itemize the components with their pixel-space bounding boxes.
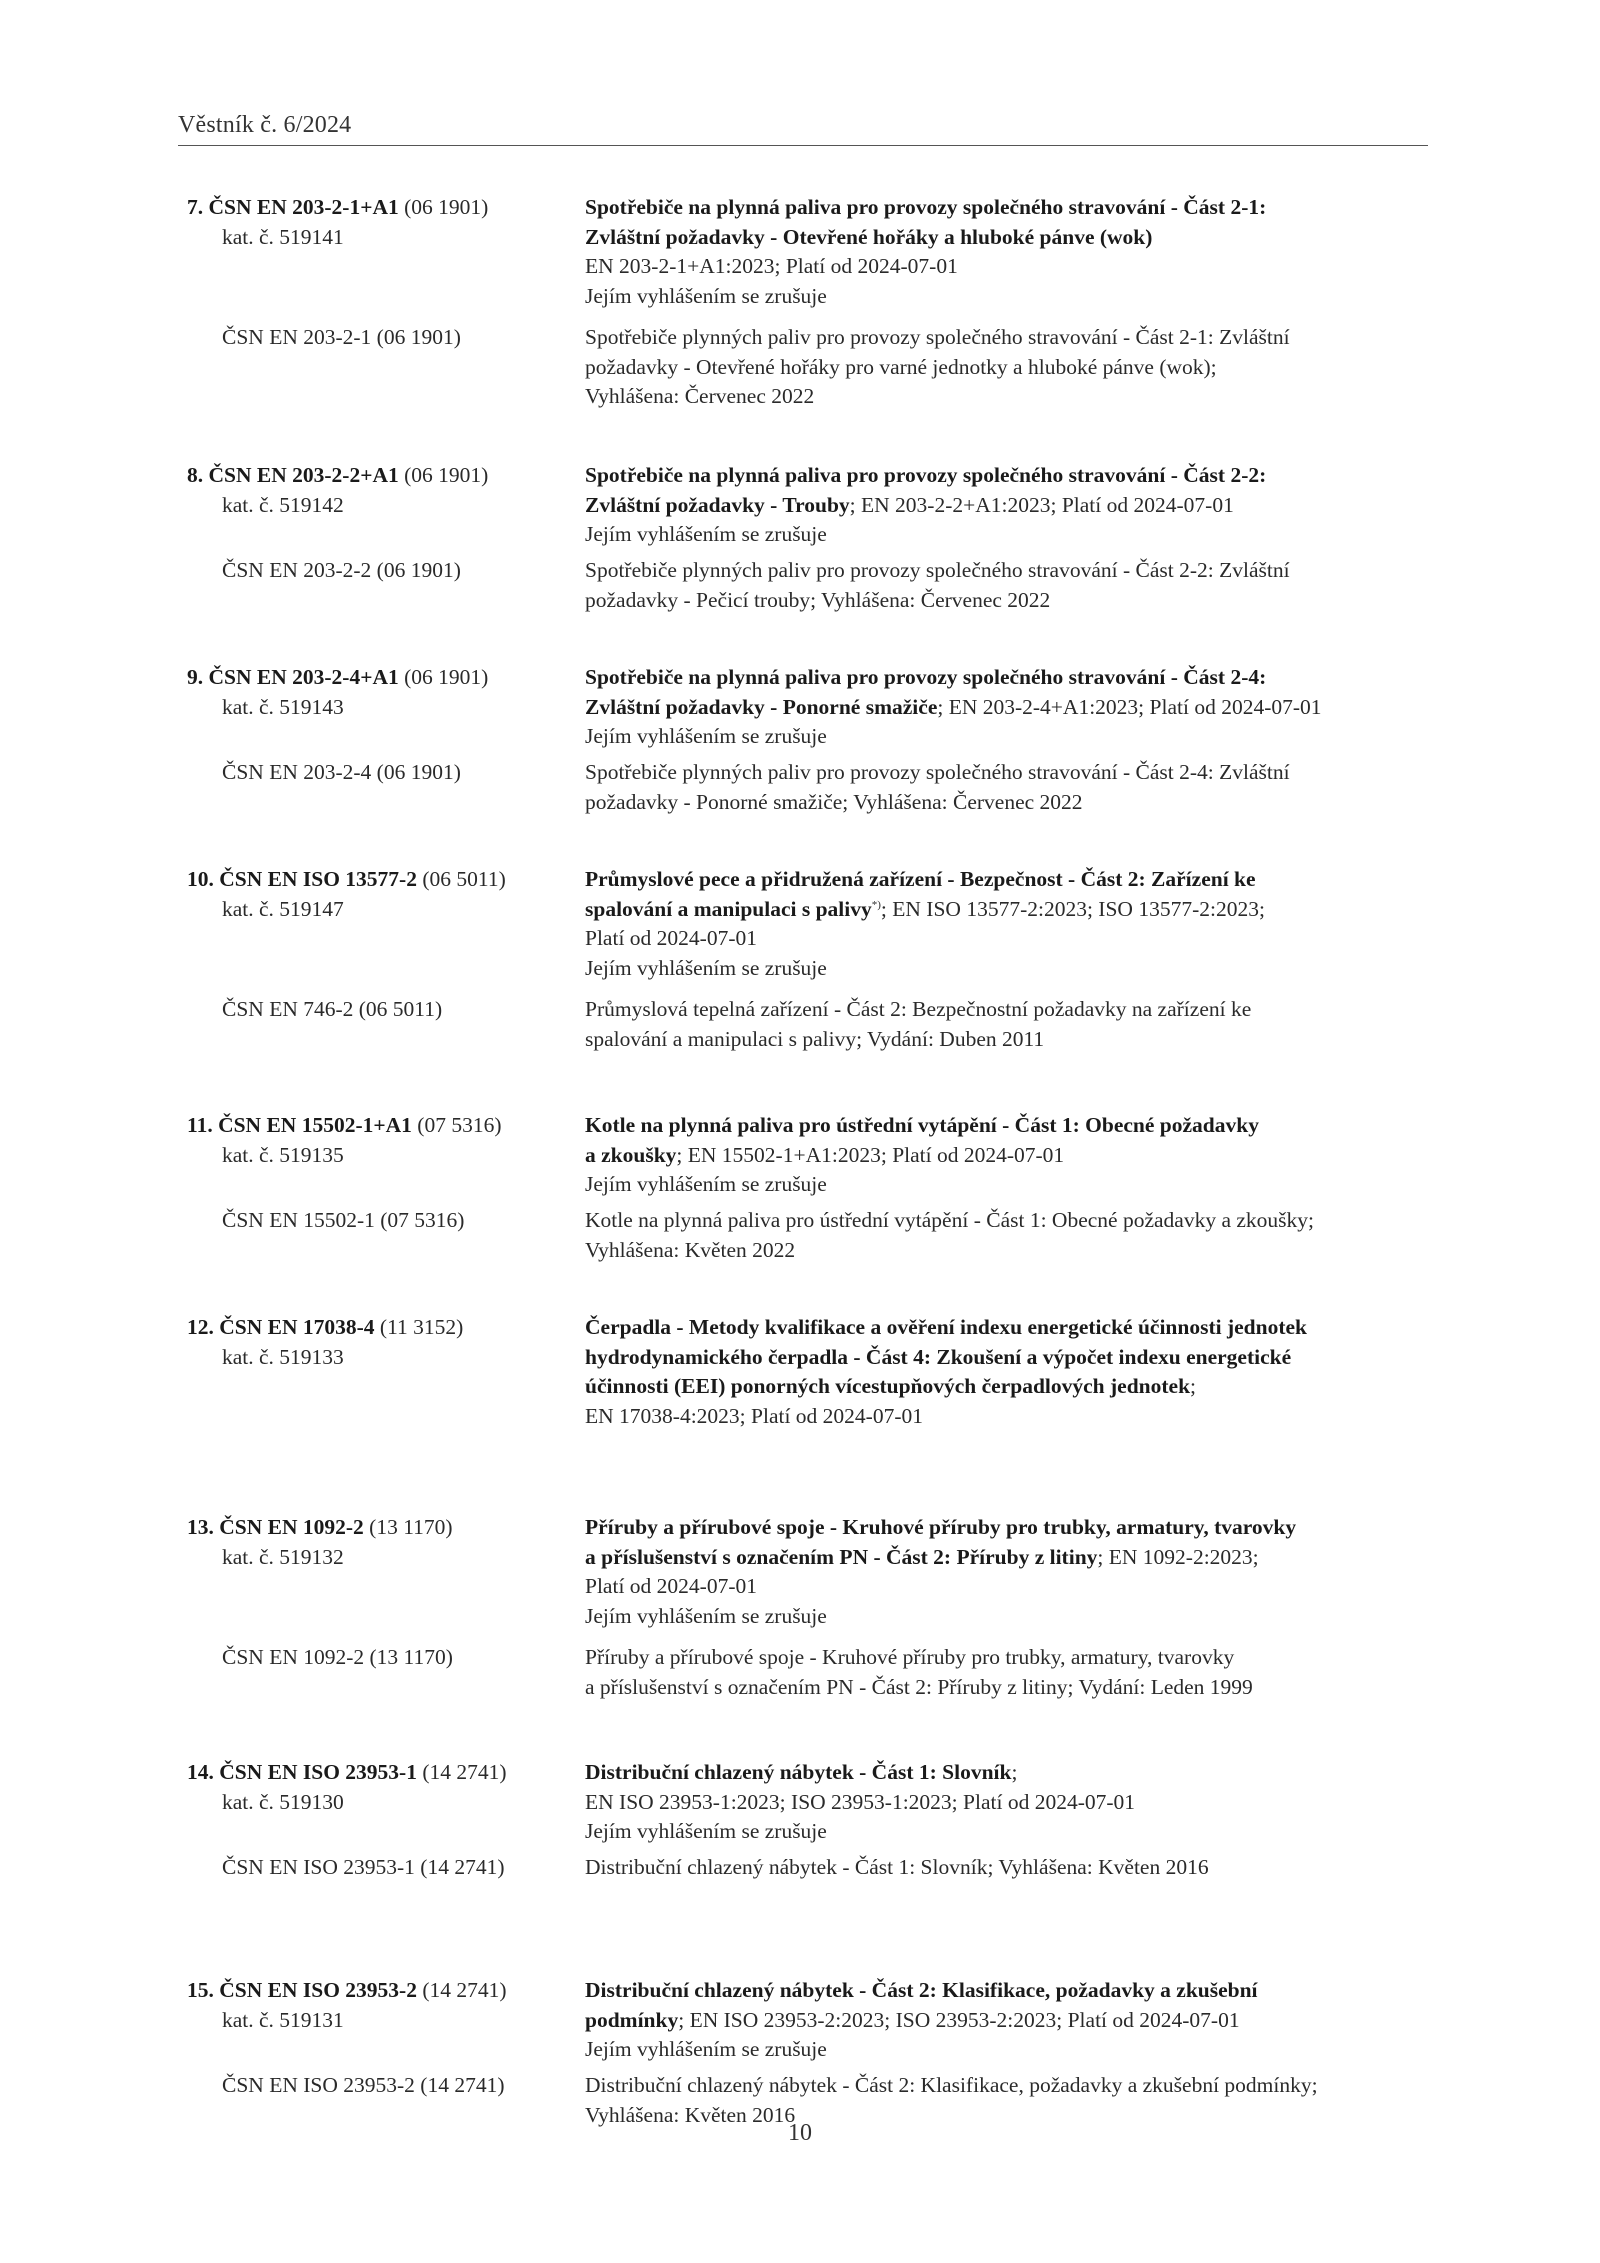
page-header-title: Věstník č. 6/2024 xyxy=(178,112,352,138)
standard-class: (06 5011) xyxy=(422,867,506,891)
standard-title: Spotřebiče na plynná paliva pro provozy společného stravování - Část 2-2: xyxy=(585,463,1267,487)
standard-detail-line: EN 203-2-1+A1:2023; Platí od 2024-07-01 xyxy=(585,254,958,278)
standard-class: (06 1901) xyxy=(404,463,489,487)
replaced-standard-description xyxy=(585,556,1435,615)
standard-code-line xyxy=(187,193,488,223)
page-number: 10 xyxy=(788,2120,812,2146)
standard-code-line xyxy=(187,1758,507,1788)
catalog-number: kat. č. 519143 xyxy=(222,694,344,719)
replaced-standard-line: Distribuční chlazený nábytek - Část 1: Slovník; Vyhlášena: Květen 2016 xyxy=(585,1855,1209,1879)
replaced-standard-description xyxy=(585,995,1435,1054)
standard-title-cont: Zvláštní požadavky - Ponorné smažiče xyxy=(585,694,938,719)
standard-identifier xyxy=(187,1758,577,1817)
replaced-standard-line: Spotřebiče plynných paliv pro provozy společného stravování - Část 2-4: Zvláštní xyxy=(585,760,1290,784)
standard-title-cont: a příslušenství s označením PN - Část 2: Příruby z litiny xyxy=(585,1544,1098,1569)
standard-description xyxy=(585,663,1435,752)
standard-details-inline: ; xyxy=(1011,1760,1018,1784)
entry-number: 15. xyxy=(187,1978,214,2002)
standard-code-line xyxy=(187,461,488,491)
standard-entry xyxy=(0,865,1600,1051)
replaced-standard-line: spalování a manipulaci s palivy; Vydání: Duben 2011 xyxy=(585,1026,1045,1051)
replaced-standard-line: Vyhlášena: Květen 2022 xyxy=(585,1237,796,1262)
standard-detail-line: Jejím vyhlášením se zrušuje xyxy=(585,1172,827,1196)
standard-detail-line: Jejím vyhlášením se zrušuje xyxy=(585,955,827,980)
standard-details-inline: ; xyxy=(1190,1374,1197,1398)
entry-number: 12. xyxy=(187,1315,214,1339)
standard-detail-line: Platí od 2024-07-01 xyxy=(585,926,757,950)
standard-entry xyxy=(0,1313,1600,1428)
standard-description xyxy=(585,1111,1435,1200)
replaced-standard-code: ČSN EN 203-2-2 (06 1901) xyxy=(222,558,461,582)
standard-entry xyxy=(0,193,1600,408)
standard-description xyxy=(585,865,1435,983)
standard-code: ČSN EN 203-2-2+A1 xyxy=(208,463,399,487)
standard-description xyxy=(585,1976,1435,2065)
standard-code-line xyxy=(187,663,488,693)
entry-number: 9. xyxy=(187,665,204,689)
standard-identifier xyxy=(187,193,577,252)
catalog-number: kat. č. 519133 xyxy=(222,1344,344,1369)
standard-identifier xyxy=(187,1976,577,2035)
standard-identifier xyxy=(187,461,577,520)
standard-identifier xyxy=(187,1513,577,1572)
standard-title: Příruby a přírubové spoje - Kruhové příruby pro trubky, armatury, tvarovky xyxy=(585,1515,1297,1539)
standard-detail-line: Jejím vyhlášením se zrušuje xyxy=(585,1603,827,1628)
standard-detail-line: Jejím vyhlášením se zrušuje xyxy=(585,283,827,308)
replaced-standard-line: Spotřebiče plynných paliv pro provozy společného stravování - Část 2-1: Zvláštní xyxy=(585,325,1290,349)
standard-code: ČSN EN 1092-2 xyxy=(219,1515,364,1539)
standard-class: (14 2741) xyxy=(422,1760,507,1784)
entry-number: 14. xyxy=(187,1760,214,1784)
standard-detail-line: Jejím vyhlášením se zrušuje xyxy=(585,2037,827,2061)
standard-detail-line: Platí od 2024-07-01 xyxy=(585,1574,757,1598)
header-divider xyxy=(178,145,1428,146)
standard-class: (06 1901) xyxy=(404,665,489,689)
replaced-standard-line: požadavky - Pečicí trouby; Vyhlášena: Červenec 2022 xyxy=(585,587,1051,612)
standard-title-cont: Zvláštní požadavky - Otevřené hořáky a hluboké pánve (wok) xyxy=(585,224,1153,249)
standard-detail-line: EN 17038-4:2023; Platí od 2024-07-01 xyxy=(585,1403,924,1428)
standard-description xyxy=(585,193,1435,311)
standard-description xyxy=(585,461,1435,550)
catalog-number: kat. č. 519141 xyxy=(222,224,344,249)
replaced-standard-code: ČSN EN ISO 23953-2 (14 2741) xyxy=(222,2073,505,2097)
entry-number: 8. xyxy=(187,463,204,487)
standard-code: ČSN EN ISO 23953-1 xyxy=(219,1760,417,1784)
standard-title-cont: účinnosti (EEI) ponorných vícestupňových čerpadlových jednotek xyxy=(585,1374,1191,1398)
standard-detail-line: Jejím vyhlášením se zrušuje xyxy=(585,724,827,748)
standard-details-inline: ; EN 1092-2:2023; xyxy=(1097,1544,1259,1569)
standard-details-inline: ; EN 15502-1+A1:2023; Platí od 2024-07-01 xyxy=(676,1142,1065,1167)
standard-title-cont: spalování a manipulaci s palivy xyxy=(585,896,872,921)
standard-description xyxy=(585,1758,1435,1847)
standard-entry xyxy=(0,1976,1600,2127)
catalog-number: kat. č. 519147 xyxy=(222,896,344,921)
standard-entry xyxy=(0,461,1600,612)
replaced-standard-description xyxy=(585,1206,1435,1265)
replaced-standard-code: ČSN EN 746-2 (06 5011) xyxy=(222,997,443,1021)
standard-code-line xyxy=(187,1313,463,1343)
standard-title: Kotle na plynná paliva pro ústřední vytápění - Část 1: Obecné požadavky xyxy=(585,1113,1259,1137)
standard-code: ČSN EN ISO 13577-2 xyxy=(219,867,417,891)
standard-details-inline: ; EN 203-2-2+A1:2023; Platí od 2024-07-01 xyxy=(849,492,1234,517)
replaced-standard-line: Vyhlášena: Květen 2016 xyxy=(585,2102,796,2127)
standard-code: ČSN EN 17038-4 xyxy=(219,1315,375,1339)
replaced-standard-line: a příslušenství s označením PN - Část 2: Příruby z litiny; Vydání: Leden 1999 xyxy=(585,1674,1253,1699)
standard-entry xyxy=(0,1758,1600,1879)
replaced-standard-code: ČSN EN 1092-2 (13 1170) xyxy=(222,1645,453,1669)
standard-entry xyxy=(0,1111,1600,1262)
standard-title: Spotřebiče na plynná paliva pro provozy společného stravování - Část 2-1: xyxy=(585,195,1267,219)
catalog-number: kat. č. 519130 xyxy=(222,1789,344,1814)
standard-title-cont: a zkoušky xyxy=(585,1142,677,1167)
replaced-standard-description xyxy=(585,323,1435,412)
entry-number: 10. xyxy=(187,867,214,891)
standard-class: (06 1901) xyxy=(404,195,489,219)
standard-identifier xyxy=(187,1111,577,1170)
standard-entry xyxy=(0,1513,1600,1699)
standard-title: Distribuční chlazený nábytek - Část 1: Slovník xyxy=(585,1760,1012,1784)
standard-details-inline: ; EN ISO 13577-2:2023; ISO 13577-2:2023; xyxy=(880,896,1265,921)
standard-identifier xyxy=(187,1313,577,1372)
standard-identifier xyxy=(187,663,577,722)
standard-detail-line: Jejím vyhlášením se zrušuje xyxy=(585,1819,827,1843)
footnote-marker: *) xyxy=(871,898,881,911)
standard-title: Průmyslové pece a přidružená zařízení - Bezpečnost - Část 2: Zařízení ke xyxy=(585,867,1256,891)
replaced-standard-line: požadavky - Ponorné smažiče; Vyhlášena: Červenec 2022 xyxy=(585,789,1083,814)
standard-code-line xyxy=(187,865,506,895)
standard-title-cont: hydrodynamického čerpadla - Část 4: Zkoušení a výpočet indexu energetické xyxy=(585,1344,1292,1369)
standard-details-inline: ; EN 203-2-4+A1:2023; Platí od 2024-07-01 xyxy=(937,694,1322,719)
standard-code: ČSN EN ISO 23953-2 xyxy=(219,1978,417,2002)
entry-number: 7. xyxy=(187,195,204,219)
standard-detail-line: EN ISO 23953-1:2023; ISO 23953-1:2023; Platí od 2024-07-01 xyxy=(585,1789,1136,1814)
replaced-standard-line: Spotřebiče plynných paliv pro provozy společného stravování - Část 2-2: Zvláštní xyxy=(585,558,1290,582)
standard-class: (07 5316) xyxy=(417,1113,502,1137)
standard-class: (13 1170) xyxy=(369,1515,453,1539)
standard-code: ČSN EN 15502-1+A1 xyxy=(218,1113,412,1137)
standard-code-line xyxy=(187,1111,501,1141)
replaced-standard-line: Vyhlášena: Červenec 2022 xyxy=(585,384,815,408)
standard-class: (11 3152) xyxy=(379,1315,464,1339)
catalog-number: kat. č. 519132 xyxy=(222,1544,344,1569)
replaced-standard-description xyxy=(585,1643,1435,1702)
replaced-standard-description xyxy=(585,1853,1435,1883)
standard-title: Spotřebiče na plynná paliva pro provozy společného stravování - Část 2-4: xyxy=(585,665,1267,689)
replaced-standard-code: ČSN EN 203-2-1 (06 1901) xyxy=(222,325,461,349)
standard-title-cont: Zvláštní požadavky - Trouby xyxy=(585,492,850,517)
replaced-standard-line: Průmyslová tepelná zařízení - Část 2: Bezpečnostní požadavky na zařízení ke xyxy=(585,997,1252,1021)
replaced-standard-code: ČSN EN 203-2-4 (06 1901) xyxy=(222,760,461,784)
standard-code: ČSN EN 203-2-1+A1 xyxy=(208,195,399,219)
standard-description xyxy=(585,1313,1435,1431)
replaced-standard-line: Distribuční chlazený nábytek - Část 2: Klasifikace, požadavky a zkušební podmínky; xyxy=(585,2073,1318,2097)
standard-details-inline: ; EN ISO 23953-2:2023; ISO 23953-2:2023; Platí od 2024-07-01 xyxy=(678,2007,1240,2032)
standard-title: Distribuční chlazený nábytek - Část 2: Klasifikace, požadavky a zkušební xyxy=(585,1978,1258,2002)
catalog-number: kat. č. 519142 xyxy=(222,492,344,517)
standard-code-line xyxy=(187,1513,453,1543)
standard-code: ČSN EN 203-2-4+A1 xyxy=(208,665,399,689)
standard-identifier xyxy=(187,865,577,924)
standard-title: Čerpadla - Metody kvalifikace a ověření indexu energetické účinnosti jednotek xyxy=(585,1315,1307,1339)
standard-entry xyxy=(0,663,1600,814)
standard-detail-line: Jejím vyhlášením se zrušuje xyxy=(585,522,827,546)
catalog-number: kat. č. 519135 xyxy=(222,1142,344,1167)
standard-description xyxy=(585,1513,1435,1631)
catalog-number: kat. č. 519131 xyxy=(222,2007,344,2032)
replaced-standard-line: Kotle na plynná paliva pro ústřední vytápění - Část 1: Obecné požadavky a zkoušky; xyxy=(585,1208,1315,1232)
replaced-standard-description xyxy=(585,758,1435,817)
standard-code-line xyxy=(187,1976,507,2006)
replaced-standard-code: ČSN EN ISO 23953-1 (14 2741) xyxy=(222,1855,505,1879)
standard-class: (14 2741) xyxy=(422,1978,507,2002)
replaced-standard-line: požadavky - Otevřené hořáky pro varné jednotky a hluboké pánve (wok); xyxy=(585,354,1217,379)
standard-title-cont: podmínky xyxy=(585,2007,679,2032)
replaced-standard-line: Příruby a přírubové spoje - Kruhové příruby pro trubky, armatury, tvarovky xyxy=(585,1645,1235,1669)
entry-number: 13. xyxy=(187,1515,214,1539)
replaced-standard-code: ČSN EN 15502-1 (07 5316) xyxy=(222,1208,465,1232)
entry-number: 11. xyxy=(187,1113,213,1137)
